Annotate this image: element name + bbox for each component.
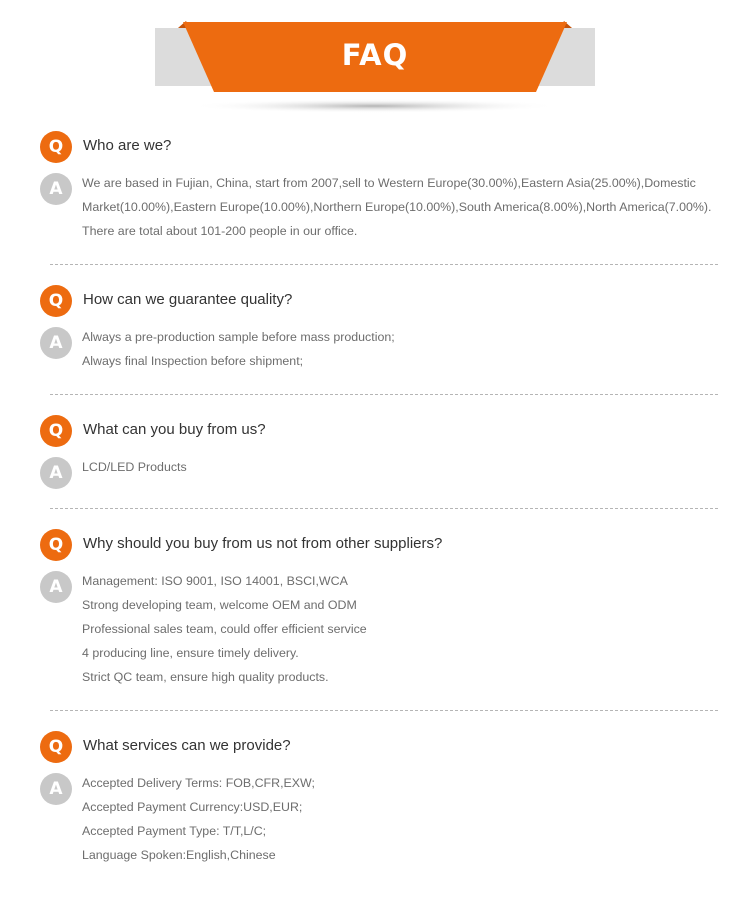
answer-line: Management: ISO 9001, ISO 14001, BSCI,WCA bbox=[82, 574, 348, 588]
answer-line: Accepted Payment Type: T/T,L/C; bbox=[82, 824, 267, 838]
answer-line: Strict QC team, ensure high quality products. bbox=[82, 670, 329, 684]
answer-line: Strong developing team, welcome OEM and ODM bbox=[82, 598, 357, 612]
faq-question: Why should you buy from us not from other suppliers? bbox=[83, 535, 443, 552]
faq-banner bbox=[0, 0, 750, 120]
question-badge-icon: Q bbox=[40, 415, 72, 447]
faq-divider bbox=[50, 508, 718, 509]
answer-line: Accepted Delivery Terms: FOB,CFR,EXW; bbox=[82, 776, 315, 790]
answer-line: Market(10.00%),Eastern Europe(10.00%),Northern Europe(10.00%),South America(8.00%),North America(7.00%). bbox=[82, 200, 712, 214]
answer-badge-icon: A bbox=[40, 457, 72, 489]
question-badge-icon: Q bbox=[40, 285, 72, 317]
faq-answer bbox=[82, 171, 732, 243]
answer-badge-icon: A bbox=[40, 173, 72, 205]
faq-divider bbox=[50, 264, 718, 265]
faq-answer bbox=[82, 325, 732, 373]
answer-line: Always a pre-production sample before mass production; bbox=[82, 330, 395, 344]
faq-answer bbox=[82, 771, 732, 867]
answer-badge-icon: A bbox=[40, 773, 72, 805]
faq-answer bbox=[82, 569, 732, 689]
answer-badge-icon: A bbox=[40, 571, 72, 603]
question-badge-icon: Q bbox=[40, 529, 72, 561]
faq-answer bbox=[82, 455, 732, 479]
answer-line: Language Spoken:English,Chinese bbox=[82, 848, 276, 862]
answer-line: We are based in Fujian, China, start from 2007,sell to Western Europe(30.00%),Eastern Asia(25.00%),Domestic bbox=[82, 176, 696, 190]
answer-line: Always final Inspection before shipment; bbox=[82, 354, 304, 368]
faq-question: How can we guarantee quality? bbox=[83, 291, 293, 308]
faq-divider bbox=[50, 394, 718, 395]
answer-line: There are total about 101-200 people in our office. bbox=[82, 224, 358, 238]
answer-line: Professional sales team, could offer efficient service bbox=[82, 622, 367, 636]
faq-question: Who are we? bbox=[83, 137, 172, 154]
faq-divider bbox=[50, 710, 718, 711]
answer-line: 4 producing line, ensure timely delivery. bbox=[82, 646, 299, 660]
answer-badge-icon: A bbox=[40, 327, 72, 359]
question-badge-icon: Q bbox=[40, 731, 72, 763]
question-badge-icon: Q bbox=[40, 131, 72, 163]
faq-question: What services can we provide? bbox=[83, 737, 291, 754]
page-title: FAQ bbox=[341, 38, 409, 72]
faq-question: What can you buy from us? bbox=[83, 421, 266, 438]
answer-line: Accepted Payment Currency:USD,EUR; bbox=[82, 800, 303, 814]
answer-line: LCD/LED Products bbox=[82, 460, 187, 474]
